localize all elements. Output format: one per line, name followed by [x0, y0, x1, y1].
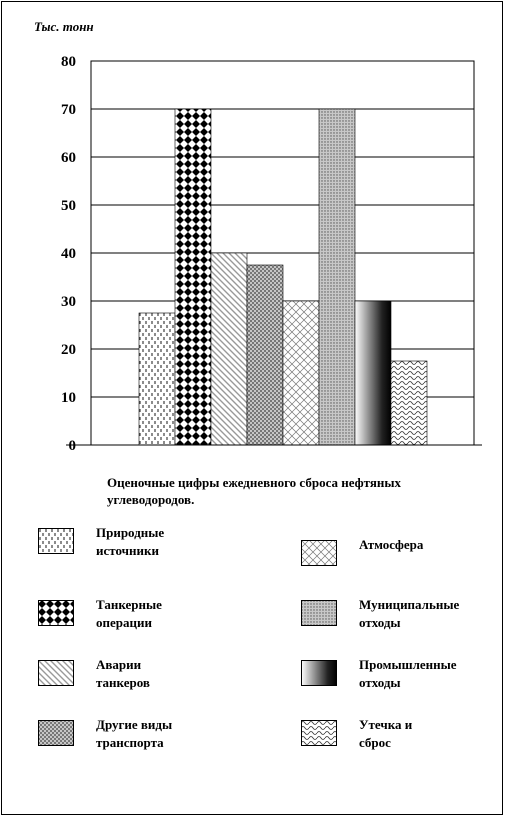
- y-tick-label: 40: [61, 246, 76, 262]
- legend-label: [96, 716, 246, 752]
- legend-swatch: [301, 660, 337, 686]
- legend-label: [96, 596, 246, 632]
- legend-label: [96, 524, 246, 560]
- chart-caption: Оценочные цифры ежедневного сброса нефтяных углеводородов.: [107, 475, 402, 507]
- bar-gradient: [355, 301, 391, 445]
- y-tick-label: 60: [61, 150, 76, 166]
- legend-label-line: Другие виды: [96, 717, 173, 732]
- legend-label-line: Природные: [96, 525, 165, 540]
- legend-label-line: танкеров: [96, 675, 150, 690]
- legend-label-line: транспорта: [96, 735, 164, 750]
- y-unit-label: Тыс. тонн: [34, 19, 94, 34]
- legend-label-line: сброс: [359, 735, 391, 750]
- y-axis-ticks: [61, 54, 76, 454]
- legend-label: [359, 536, 506, 554]
- legend-label: [359, 656, 506, 692]
- bar-diagonal: [211, 253, 247, 445]
- legend-swatch: [301, 600, 337, 626]
- bar-dots: [319, 109, 355, 445]
- legend-label-line: Муниципальные: [359, 597, 460, 612]
- y-tick-label: 10: [61, 390, 76, 406]
- legend-swatch: [38, 720, 74, 746]
- bar-diamonds: [175, 109, 211, 445]
- legend-swatch: [38, 600, 74, 626]
- legend-label-line: Аварии: [96, 657, 142, 672]
- legend-swatch: [301, 540, 337, 566]
- y-tick-label: 30: [61, 294, 76, 310]
- legend-label: [359, 716, 506, 752]
- y-tick-label: 0: [68, 438, 76, 454]
- legend-label-line: отходы: [359, 675, 401, 690]
- legend-label-line: Атмосфера: [359, 537, 424, 552]
- legend-label-line: отходы: [359, 615, 401, 630]
- legend-label-line: Утечка и: [359, 717, 413, 732]
- bar-crosshatch: [283, 301, 319, 445]
- legend-label-line: Танкерные: [96, 597, 162, 612]
- y-tick-label: 70: [61, 102, 76, 118]
- legend-label-line: источники: [96, 543, 159, 558]
- bar-waves: [391, 361, 427, 445]
- legend-label: [96, 656, 246, 692]
- legend-label-line: Промышленные: [359, 657, 457, 672]
- y-tick-label: 80: [61, 54, 76, 70]
- legend-label: [359, 596, 506, 632]
- legend-swatch: [38, 660, 74, 686]
- legend-label-line: операции: [96, 615, 152, 630]
- y-tick-label: 50: [61, 198, 76, 214]
- legend-swatch: [38, 528, 74, 554]
- bar-dots-dense: [247, 265, 283, 445]
- legend-swatch: [301, 720, 337, 746]
- bar-dashes: [139, 313, 175, 445]
- bars: [139, 109, 427, 445]
- y-tick-label: 20: [61, 342, 76, 358]
